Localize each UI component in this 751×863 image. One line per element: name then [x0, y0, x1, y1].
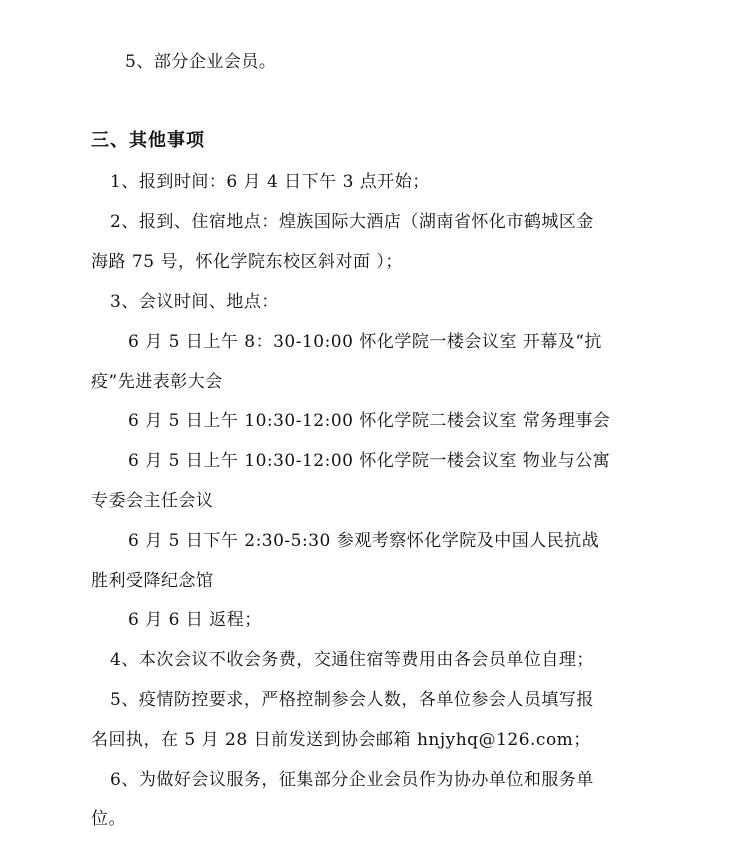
list-item-checkin-location: 2、报到、住宿地点：煌族国际大酒店（湖南省怀化市鹤城区金 — [110, 212, 594, 232]
schedule-entry-council: 6 月 5 日上午 10:30-12:00 怀化学院二楼会议室 常务理事会 — [128, 411, 611, 431]
schedule-entry-opening: 6 月 5 日上午 8：30-10:00 怀化学院一楼会议室 开幕及“抗 — [128, 332, 602, 352]
list-item-meeting-schedule: 3、会议时间、地点： — [110, 292, 279, 312]
list-item-checkin-location-cont: 海路 75 号，怀化学院东校区斜对面 ）； — [91, 252, 403, 272]
schedule-entry-committee: 6 月 5 日上午 10:30-12:00 怀化学院一楼会议室 物业与公寓 — [128, 451, 611, 471]
list-item-members: 5、部分企业会员。 — [125, 52, 277, 72]
schedule-entry-committee-cont: 专委会主任会议 — [91, 491, 214, 511]
schedule-entry-opening-cont: 疫”先进表彰大会 — [91, 372, 223, 392]
schedule-entry-return: 6 月 6 日 返程； — [128, 610, 262, 630]
list-item-checkin-time: 1、报到时间：6 月 4 日下午 3 点开始； — [110, 172, 430, 192]
schedule-entry-visit-cont: 胜利受降纪念馆 — [91, 571, 214, 591]
list-item-epidemic-cont: 名回执，在 5 月 28 日前发送到协会邮箱 hnjyhq@126.com； — [91, 730, 591, 750]
section-heading: 三、其他事项 — [91, 130, 205, 151]
list-item-epidemic: 5、疫情防控要求，严格控制参会人数，各单位参会人员填写报 — [110, 690, 594, 710]
schedule-entry-visit: 6 月 5 日下午 2:30-5:30 参观考察怀化学院及中国人民抗战 — [128, 531, 600, 551]
list-item-co-organizers: 6、为做好会议服务，征集部分企业会员作为协办单位和服务单 — [110, 770, 594, 790]
list-item-co-organizers-cont: 位。 — [91, 809, 126, 829]
list-item-fees: 4、本次会议不收会务费，交通住宿等费用由各会员单位自理； — [110, 650, 594, 670]
